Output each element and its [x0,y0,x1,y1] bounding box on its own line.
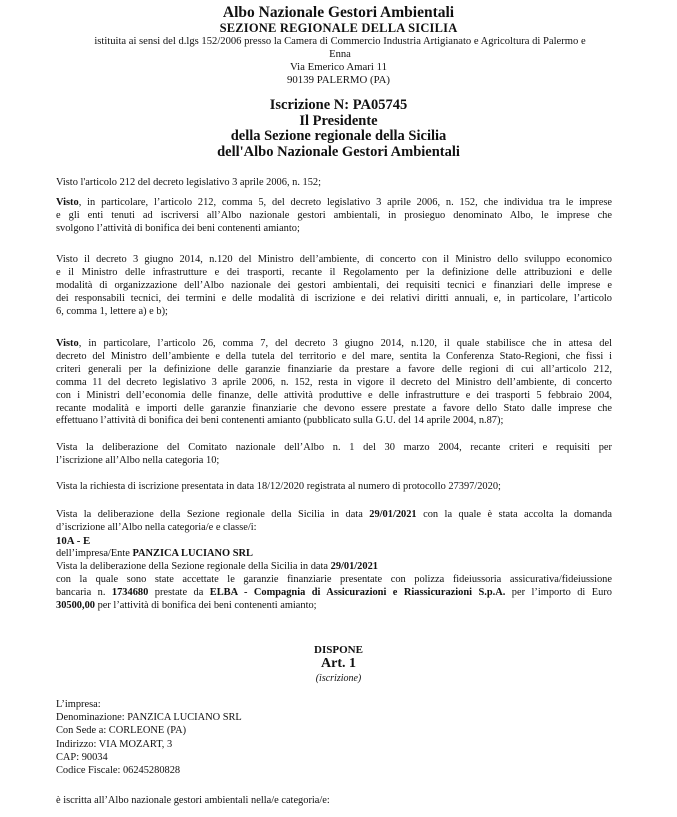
header-address [0,61,677,86]
paragraph-lead: Visto [56,254,78,265]
paragraph-9 [56,561,612,613]
paragraph-line [56,338,612,351]
paragraph-text: l'articolo 212 del decreto legislativo 3 aprile 2006, n. 152; [77,177,322,188]
paragraph-line: 6, comma 1, lettere a) e b); [56,305,168,317]
paragraph-text: il decreto 3 giugno 2014, n.120 del Ministro dell’ambiente, di concerto con il Ministro dello sviluppo economico [77,254,612,265]
registration-block [0,98,677,160]
company-intro: L’impresa: [56,699,101,710]
company-name: PANZICA LUCIANO SRL [132,548,253,559]
guarantee-date: 29/01/2021 [330,561,378,572]
paragraph-line [56,587,612,600]
paragraph-4 [56,338,612,428]
paragraph-5 [56,442,612,468]
guarantee-amount: 30500,00 [56,599,95,611]
header-title: Albo Nazionale Gestori Ambientali [222,4,455,21]
header-established-line: istituita ai sensi del d.lgs 152/2006 presso la Camera di Commercio Industria Artigianato e Agricoltura di Palermo e [94,36,586,47]
paragraph-line: Vista la deliberazione del Comitato nazionale dell’Albo n. 1 del 30 marzo 2004, recante criteri e requisiti per [56,442,612,453]
paragraph-line: svolgono l’attività di bonifica dei beni contenenti amianto; [56,222,300,234]
registration-section: della Sezione regionale della Sicilia [230,128,447,144]
company-seat: Con Sede a: CORLEONE (PA) [56,725,187,737]
paragraph-line: e gli enti tenuti ad iscriversi all’Albo nazionale gestori ambientali, in prosieguo denominato Albo, le imprese che [56,209,612,221]
header-established [60,36,620,61]
paragraph-line: con la quale sono state accettate le garanzie finanziarie presentate con polizza fideiussoria assicurativa/fideiussione [56,573,612,585]
paragraph-line [56,561,612,574]
registration-president: Il Presidente [299,112,378,129]
deliberation-date: 29/01/2021 [369,509,417,520]
header-section: SEZIONE REGIONALE DELLA SICILIA [219,21,458,35]
paragraph-line: d’iscrizione all’Albo nella categoria/e e classe/i: [56,521,257,533]
paragraph-line: e il Ministro delle infrastrutture e dei trasporti, recante il Regolamento per la definizione delle attribuzioni e delle [56,266,612,278]
paragraph-text: dell’impresa/Ente [56,548,133,559]
paragraph-line [56,600,612,613]
company-cap: CAP: 90034 [56,751,108,763]
paragraph-lead: Visto [56,338,79,349]
paragraph-line: effettuano l’attività di bonifica dei beni contenenti amianto (pubblicato sulla G.U. del 14 aprile 2004, n.87); [56,415,504,427]
article-heading: Art. 1 [321,656,356,671]
company-details [56,698,612,777]
paragraph-text: con la quale è stata accolta la domanda [416,509,612,520]
paragraph-8 [56,548,612,561]
header-address-city: 90139 PALERMO (PA) [287,73,390,86]
registration-albo: dell'Albo Nazionale Gestori Ambientali [217,143,460,160]
paragraph-text: Vista la deliberazione della Sezione regionale della Sicilia in data [56,561,331,572]
dispone-heading: DISPONE [314,644,363,656]
paragraph-text: per l’attività di bonifica dei beni contenenti amianto; [94,599,317,611]
header-address-street: Via Emerico Amari 11 [290,61,387,73]
paragraph-6: Vista la richiesta di iscrizione presentata in data 18/12/2020 registrata al numero di protocollo 27397/2020; [56,481,501,492]
paragraph-text: per l’importo di Euro [505,586,612,598]
paragraph-line: comma 11 del decreto legislativo 3 aprile 2006, n. 152, resta in vigore il decreto del Ministro dell’ambiente, di concerto [56,376,612,388]
company-address: Indirizzo: VIA MOZART, 3 [56,738,173,750]
insurer-name: ELBA - Compagnia di Assicurazioni e Riassicurazioni S.p.A. [209,586,506,598]
paragraph-line [56,197,612,210]
paragraph-lead: Visto [56,177,78,188]
paragraph-text: prestate da [148,586,210,598]
paragraph-text: , in particolare, l’articolo 26, comma 7, del decreto 3 giugno 2014, n.120, il quale stabilisce che in attesa del [78,338,612,349]
policy-number: 1734680 [111,586,149,598]
paragraph-line [56,254,612,267]
paragraph-1 [56,177,612,190]
header-established-line: Enna [329,48,351,60]
paragraph-text: Vista la deliberazione della Sezione regionale della Sicilia in data [56,509,370,520]
paragraph-7 [56,509,612,535]
paragraph-line: dei responsabili tecnici, dei termini e delle modalità di iscrizione e dei relativi diritti annuali, e, in particolare, l’articolo [56,292,612,304]
article-subtitle: (iscrizione) [315,673,362,684]
paragraph-line: recante modalità e importi delle garanzie finanziarie che devono essere prestate a favore dello Stato dalle imprese che [56,402,612,414]
paragraph-line: l’iscrizione all’Albo nella categoria 10; [56,454,220,466]
category-class: 10A - E [56,535,91,547]
closing-text: è iscritta all’Albo nazionale gestori ambientali nella/e categoria/e: [56,795,330,806]
paragraph-line: modalità di organizzazione dell’Albo nazionale dei gestori ambientali, dei requisiti tecnici e finanziari delle imprese e [56,279,612,291]
paragraph-lead: Visto [56,197,79,208]
paragraph-line: criteri generali per la definizione delle garanzie finanziarie da prestare a favore delle regioni di cui all’articolo 212, [56,363,612,375]
paragraph-3 [56,254,612,319]
company-tax-code: Codice Fiscale: 06245280828 [56,765,181,777]
company-denomination: Denominazione: PANZICA LUCIANO SRL [56,712,242,724]
paragraph-text: bancaria n. [56,586,112,598]
paragraph-line [56,509,612,522]
paragraph-line: con i Ministri dell’economia delle finanze, delle attività produttive e delle infrastrutture e dei trasporti 5 febbraio 2004, [56,389,612,401]
paragraph-2 [56,197,612,236]
paragraph-text: , in particolare, l’articolo 212, comma 5, del decreto legislativo 3 aprile 2006, n. 152, che individua tra le imprese [78,197,612,208]
paragraph-line: decreto del Ministro dell’ambiente e della tutela del territorio e del mare, sentita la Conferenza Stato-Regioni, che fissi i [56,350,612,362]
registration-number: Iscrizione N: PA05745 [269,97,408,113]
